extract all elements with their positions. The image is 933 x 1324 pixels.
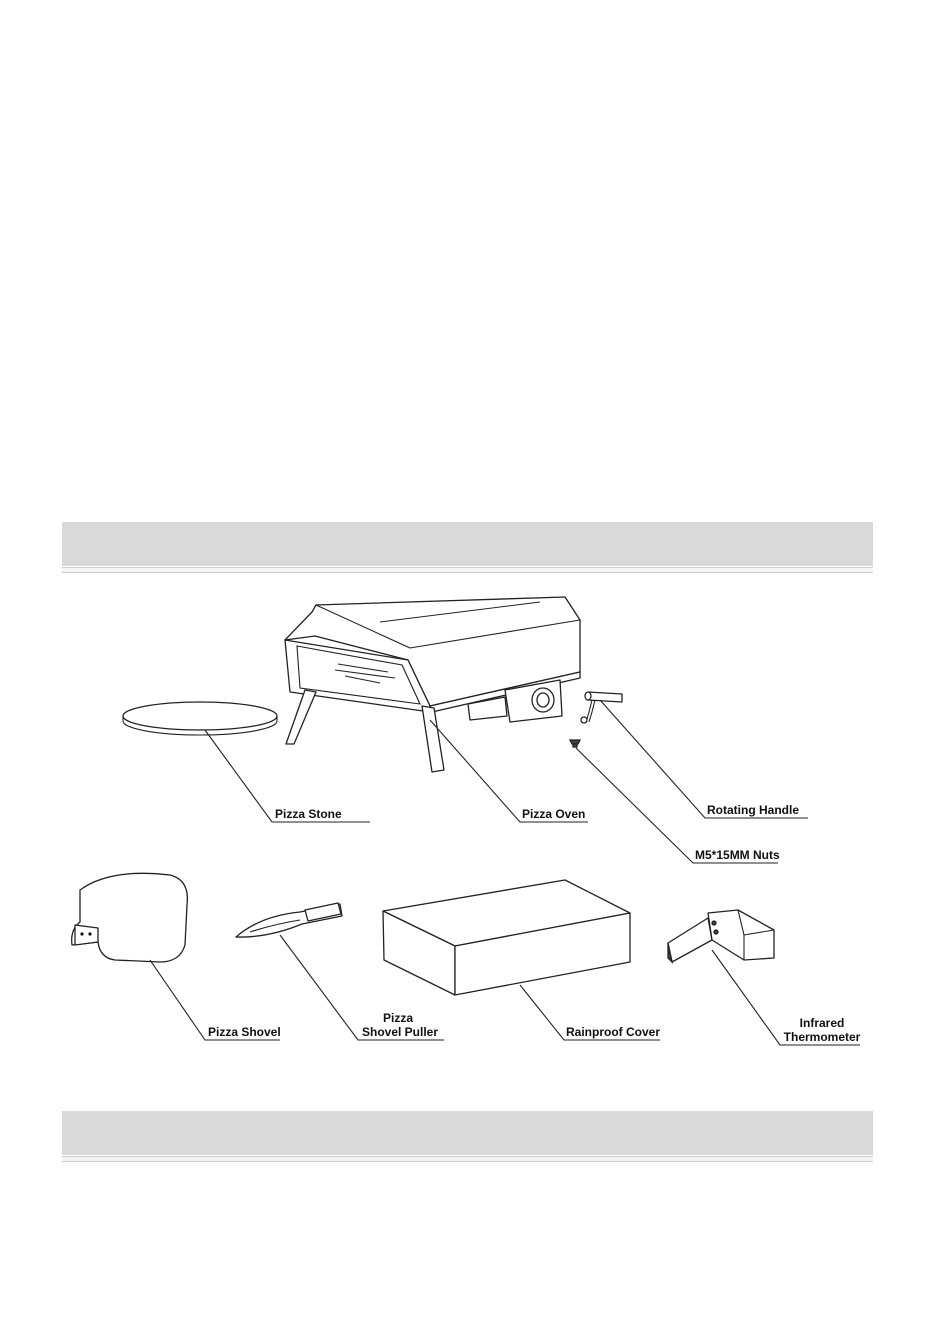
label-thermometer-line1: Infrared — [799, 1016, 845, 1030]
label-rainproof-cover: Rainproof Cover — [566, 1025, 661, 1039]
nut-drawing — [570, 740, 580, 747]
label-thermometer-line2: Thermometer — [783, 1030, 861, 1044]
pizza-shovel-drawing — [72, 873, 188, 962]
thermometer-drawing — [668, 910, 774, 962]
rainproof-cover-drawing — [383, 880, 630, 995]
label-pizza-oven: Pizza Oven — [522, 807, 586, 821]
label-pizza-shovel: Pizza Shovel — [208, 1025, 281, 1039]
leader-lines — [150, 700, 860, 1045]
label-shovel-puller-line1: Pizza — [382, 1011, 414, 1025]
pizza-stone-drawing — [123, 702, 277, 735]
pizza-oven-drawing — [285, 597, 580, 772]
label-pizza-stone: Pizza Stone — [275, 807, 342, 821]
label-shovel-puller-line2: Shovel Puller — [361, 1025, 439, 1039]
section-divider — [62, 1156, 873, 1162]
label-rotating-handle: Rotating Handle — [707, 803, 799, 817]
shovel-puller-drawing — [236, 903, 342, 937]
section-header-bar — [62, 1111, 873, 1155]
label-nuts: M5*15MM Nuts — [695, 848, 780, 862]
